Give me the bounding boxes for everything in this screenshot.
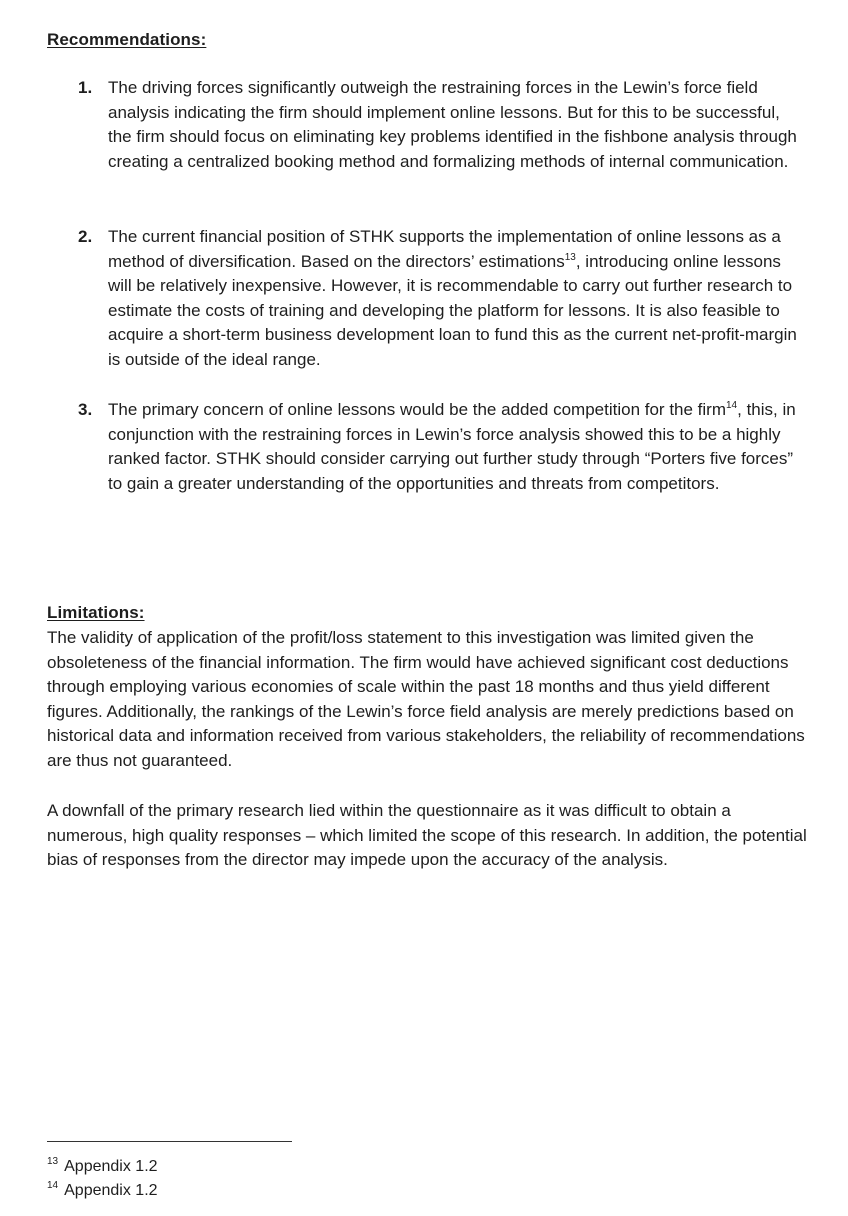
- recommendation-text: The driving forces significantly outweigh the restraining forces in the Lewin’s force field analysis indicating the firm should implement online lessons. But for this to be successful, the firm should focus on eliminating key problems identified in the fishbone analysis through creating a centralized booking method and formalizing methods of internal communication.: [108, 78, 797, 171]
- footnote-number: 13: [47, 1156, 59, 1167]
- recommendation-text: The current financial position of STHK supports the implementation of online lessons as a method of diversification. Based on the directors’ estimations$^{13}$, introducing online lessons will be relatively inexpensive. However, it is recommendable to carry out further research to estimate the costs of training and developing the platform for lessons. It is also feasible to acquire a short-term business development loan to fund this as the current net-profit-margin is outside of the ideal range.: [108, 227, 797, 369]
- footnote-13: [47, 1156, 158, 1178]
- limitations-heading: Limitations:: [47, 603, 145, 622]
- footnote-number: 14: [47, 1180, 59, 1191]
- recommendation-item-1: [78, 76, 808, 174]
- footnote-ref-13: 13: [564, 251, 576, 263]
- footnote-divider: [47, 1141, 292, 1142]
- footnote-ref-14: 14: [726, 400, 738, 411]
- recommendation-number: 3.: [78, 400, 93, 419]
- recommendation-item-2: [78, 225, 808, 373]
- limitations-paragraph-2: A downfall of the primary research lied within the questionnaire as it was difficult to obtain a numerous, high quality responses – which limited the scope of this research. In addition, the potential bias of responses from the director may impede upon the accuracy of the analysis.: [47, 801, 807, 870]
- footnote-14: [47, 1180, 158, 1202]
- recommendation-number: 2.: [78, 227, 93, 246]
- recommendations-heading: Recommendations:: [47, 30, 207, 49]
- recommendation-text: The primary concern of online lessons would be the added competition for the firm$^{14}$, this, in conjunction with the restraining forces in Lewin’s force analysis showed this to be a highly ranked factor. STHK should consider carrying out further study through “Porters five forces” to gain a greater understanding of the opportunities and threats from competitors.: [108, 400, 796, 493]
- limitations-paragraph-1: The validity of application of the profit/loss statement to this investigation was limited given the obsoleteness of the financial information. The firm would have achieved significant cost deductions through employing various economies of scale within the past 18 months and thus yield different figures. Additionally, the rankings of the Lewin’s force field analysis are merely predictions based on historical data and information received from various stakeholders, the reliability of recommendations are thus not guaranteed.: [47, 628, 805, 770]
- recommendation-item-3: [78, 398, 808, 496]
- footnote-text: Appendix 1.2: [64, 1158, 158, 1175]
- footnote-text: Appendix 1.2: [64, 1182, 158, 1199]
- recommendation-number: 1.: [78, 78, 93, 97]
